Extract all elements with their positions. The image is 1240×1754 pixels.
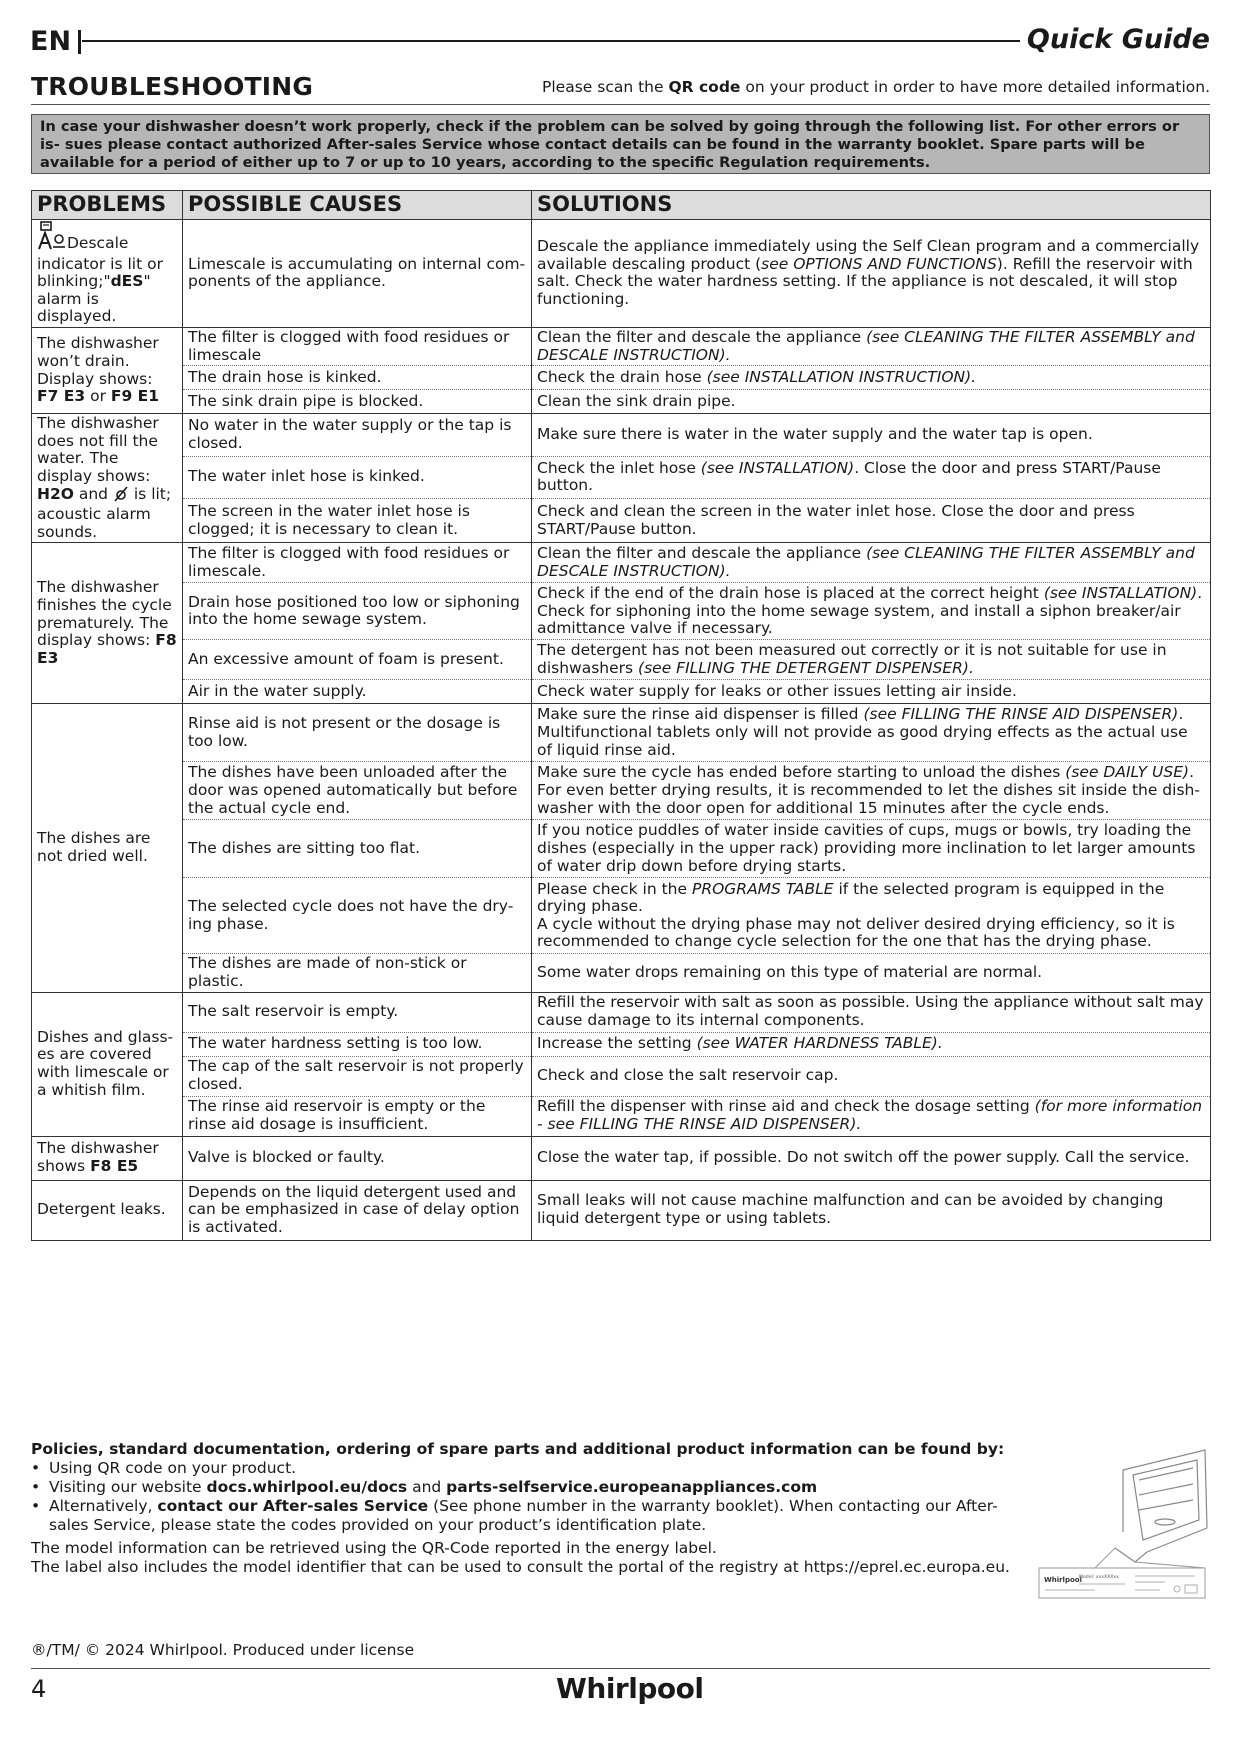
header-causes: POSSIBLE CAUSES <box>183 191 532 220</box>
qr-note: Please scan the QR code on your product in order to have more detailed information. <box>542 78 1210 96</box>
docs-link[interactable]: docs.whirlpool.eu/docs <box>206 1478 408 1496</box>
problem-premature-end: The dishwasher finishes the cycle prematurely. The display shows: F8 E3 <box>32 543 183 704</box>
solution-cell: Close the water tap, if possible. Do not switch off the power supply. Call the service. <box>532 1136 1211 1180</box>
solution-cell: Clean the sink drain pipe. <box>532 390 1211 414</box>
table-row <box>32 1180 1211 1240</box>
plate-brand: Whirlpool <box>1044 1576 1082 1584</box>
solution-cell: Small leaks will not cause machine malfunction and can be avoided by changing liquid detergent type or using tablets. <box>532 1180 1211 1240</box>
intro-box: In case your dishwasher doesn’t work properly, check if the problem can be solved by going through the following list. For other errors or is- sues please contact authorized After-sales Service whose contact details can be found in the warranty booklet. Spare parts will be available for a period of either up to 7 or up to 10 years, according to the specific Regulation requirements. <box>31 114 1210 174</box>
copyright: ®/TM/ © 2024 Whirlpool. Produced under license <box>31 1641 415 1659</box>
table-row <box>32 543 1211 583</box>
model-info-1: The model information can be retrieved using the QR-Code reported in the energy label. <box>31 1539 717 1557</box>
header-divider <box>78 30 81 54</box>
solution-cell: Make sure the rinse aid dispenser is filled (see FILLING THE RINSE AID DISPENSER). Multifunctional tablets only will not provide as good drying effects as the actual use of liquid rinse aid. <box>532 704 1211 762</box>
cause-cell: The rinse aid reservoir is empty or the rinse aid dosage is insufficient. <box>183 1096 532 1136</box>
cause-cell: The cap of the salt reservoir is not properly closed. <box>183 1056 532 1096</box>
cause-cell: The dishes are made of non-stick or plastic. <box>183 954 532 992</box>
troubleshooting-table <box>31 190 1211 1241</box>
table-row <box>32 456 1211 498</box>
cause-cell: The drain hose is kinked. <box>183 366 532 390</box>
problem-not-dried: The dishes are not dried well. <box>32 704 183 992</box>
section-rule <box>31 104 1210 105</box>
table-row <box>32 762 1211 820</box>
footer-list <box>31 1459 1031 1535</box>
no-tap-icon <box>113 486 129 507</box>
list-item: • Alternatively, contact our After-sales Service (See phone number in the warranty booklet). When contacting our After-sales Service, please state the codes provided on your product’s identification plate. <box>31 1497 1031 1535</box>
cause-cell: Depends on the liquid detergent used and can be emphasized in case of delay option is activated. <box>183 1180 532 1240</box>
table-row <box>32 1096 1211 1136</box>
list-item: • Visiting our website docs.whirlpool.eu/docs and parts-selfservice.europeanappliances.com <box>31 1478 1031 1497</box>
cause-cell: Air in the water supply. <box>183 680 532 704</box>
bottom-rule <box>31 1668 1210 1669</box>
problem-detergent-leaks: Detergent leaks. <box>32 1180 183 1240</box>
info-footer <box>31 1440 1031 1577</box>
model-info-2: The label also includes the model identifier that can be used to consult the portal of the registry at https://eprel.ec.europa.eu. <box>31 1558 1010 1576</box>
table-row <box>32 992 1211 1032</box>
solution-cell: Check water supply for leaks or other issues letting air inside. <box>532 680 1211 704</box>
table-row <box>32 820 1211 878</box>
solution-cell: Make sure there is water in the water supply and the water tap is open. <box>532 414 1211 456</box>
header-solutions: SOLUTIONS <box>532 191 1211 220</box>
table-row <box>32 680 1211 704</box>
document-title: Quick Guide <box>1026 24 1210 55</box>
table-row <box>32 704 1211 762</box>
solution-cell: Check and clean the screen in the water inlet hose. Close the door and press START/Pause button. <box>532 498 1211 542</box>
solution-cell: Check the drain hose (see INSTALLATION INSTRUCTION). <box>532 366 1211 390</box>
page-number: 4 <box>31 1675 47 1703</box>
solution-cell: Check and close the salt reservoir cap. <box>532 1056 1211 1096</box>
problem-limescale: Dishes and glass- es are covered with limescale or a whitish film. <box>32 992 183 1136</box>
cause-cell: The water hardness setting is too low. <box>183 1032 532 1056</box>
solution-cell: Check if the end of the drain hose is placed at the correct height (see INSTALLATION). Check for siphoning into the home sewage system, and install a siphon breaker/air admittance valve if necessary. <box>532 583 1211 640</box>
cause-cell: The screen in the water inlet hose is clogged; it is necessary to clean it. <box>183 498 532 542</box>
solution-cell: Make sure the cycle has ended before starting to unload the dishes (see DAILY USE). For even better drying results, it is recommended to let the dishes sit inside the dish- washer with the door open for additional 15 minutes after the cycle ends. <box>532 762 1211 820</box>
cause-cell: Drain hose positioned too low or siphoning into the home sewage system. <box>183 583 532 640</box>
solution-cell: If you notice puddles of water inside cavities of cups, mugs or bowls, try loading the dishes (especially in the upper rack) providing more inclination to let larger amounts of water drip down before drying starts. <box>532 820 1211 878</box>
brand-logo: Whirlpool <box>556 1672 704 1705</box>
solution-cell: Please check in the PROGRAMS TABLE if the selected program is equipped in the drying phase. A cycle without the drying phase may not deliver desired drying efficiency, so it is recommended to change cycle selection for the one that has the drying phase. <box>532 878 1211 954</box>
solution-cell: Clean the filter and descale the appliance (see CLEANING THE FILTER ASSEMBLY and DESCALE INSTRUCTION). <box>532 543 1211 583</box>
cause-cell: The filter is clogged with food residues or limescale <box>183 327 532 365</box>
list-item: • Using QR code on your product. <box>31 1459 1031 1478</box>
cause-cell: The salt reservoir is empty. <box>183 992 532 1032</box>
table-row <box>32 1136 1211 1180</box>
table-row <box>32 390 1211 414</box>
section-title: TROUBLESHOOTING <box>31 72 314 101</box>
table-row <box>32 220 1211 328</box>
cause-cell: An excessive amount of foam is present. <box>183 640 532 680</box>
table-row <box>32 640 1211 680</box>
table-header-row <box>32 191 1211 220</box>
solution-cell: Refill the dispenser with rinse aid and check the dosage setting (for more information - see FILLING THE RINSE AID DISPENSER). <box>532 1096 1211 1136</box>
table-row <box>32 1032 1211 1056</box>
cause-cell: Valve is blocked or faulty. <box>183 1136 532 1180</box>
table-row <box>32 498 1211 542</box>
cause-cell: Limescale is accumulating on internal com- ponents of the appliance. <box>183 220 532 328</box>
table-row <box>32 954 1211 992</box>
problem-descale: Descale indicator is lit or blinking;"dES" alarm is displayed. <box>32 220 183 328</box>
language-code: EN <box>30 26 72 57</box>
cause-cell: The dishes are sitting too flat. <box>183 820 532 878</box>
table-row <box>32 366 1211 390</box>
solution-cell: Refill the reservoir with salt as soon as possible. Using the appliance without salt may cause damage to its internal components. <box>532 992 1211 1032</box>
table-row <box>32 878 1211 954</box>
cause-cell: The sink drain pipe is blocked. <box>183 390 532 414</box>
problem-wont-drain: The dishwasher won’t drain. Display shows: F7 E3 or F9 E1 <box>32 327 183 413</box>
table-row <box>32 414 1211 456</box>
parts-link[interactable]: parts-selfservice.europeanappliances.com <box>446 1478 818 1496</box>
problem-no-fill: The dishwasher does not fill the water. The display shows: H2O and is lit; acoustic alarm sounds. <box>32 414 183 543</box>
solution-cell: Increase the setting (see WATER HARDNESS TABLE). <box>532 1032 1211 1056</box>
table-row <box>32 1056 1211 1096</box>
table-row <box>32 327 1211 365</box>
cause-cell: The water inlet hose is kinked. <box>183 456 532 498</box>
cause-cell: The filter is clogged with food residues or limescale. <box>183 543 532 583</box>
footer-heading: Policies, standard documentation, ordering of spare parts and additional product information can be found by: <box>31 1440 1005 1458</box>
solution-cell: The detergent has not been measured out correctly or it is not suitable for use in dishwashers (see FILLING THE DETERGENT DISPENSER). <box>532 640 1211 680</box>
cause-cell: The dishes have been unloaded after the door was opened automatically but before the actual cycle end. <box>183 762 532 820</box>
cause-cell: No water in the water supply or the tap is closed. <box>183 414 532 456</box>
descale-icon <box>37 221 67 256</box>
problem-f8e5: The dishwasher shows F8 E5 <box>32 1136 183 1180</box>
plate-model: Model: xxxXXXxx <box>1079 1575 1119 1580</box>
solution-cell: Clean the filter and descale the appliance (see CLEANING THE FILTER ASSEMBLY and DESCALE INSTRUCTION). <box>532 327 1211 365</box>
solution-cell: Check the inlet hose (see INSTALLATION). Close the door and press START/Pause button. <box>532 456 1211 498</box>
header-rule <box>82 40 1020 42</box>
cause-cell: The selected cycle does not have the dry- ing phase. <box>183 878 532 954</box>
solution-cell: Descale the appliance immediately using the Self Clean program and a commercially available descaling product (see OPTIONS AND FUNCTIONS). Refill the reservoir with salt. Check the water hardness setting. If the appliance is not descaled, it will stop functioning. <box>532 220 1211 328</box>
solution-cell: Some water drops remaining on this type of material are normal. <box>532 954 1211 992</box>
table-row <box>32 583 1211 640</box>
dishwasher-plate-illustration <box>1035 1440 1215 1619</box>
cause-cell: Rinse aid is not present or the dosage is too low. <box>183 704 532 762</box>
header-problems: PROBLEMS <box>32 191 183 220</box>
